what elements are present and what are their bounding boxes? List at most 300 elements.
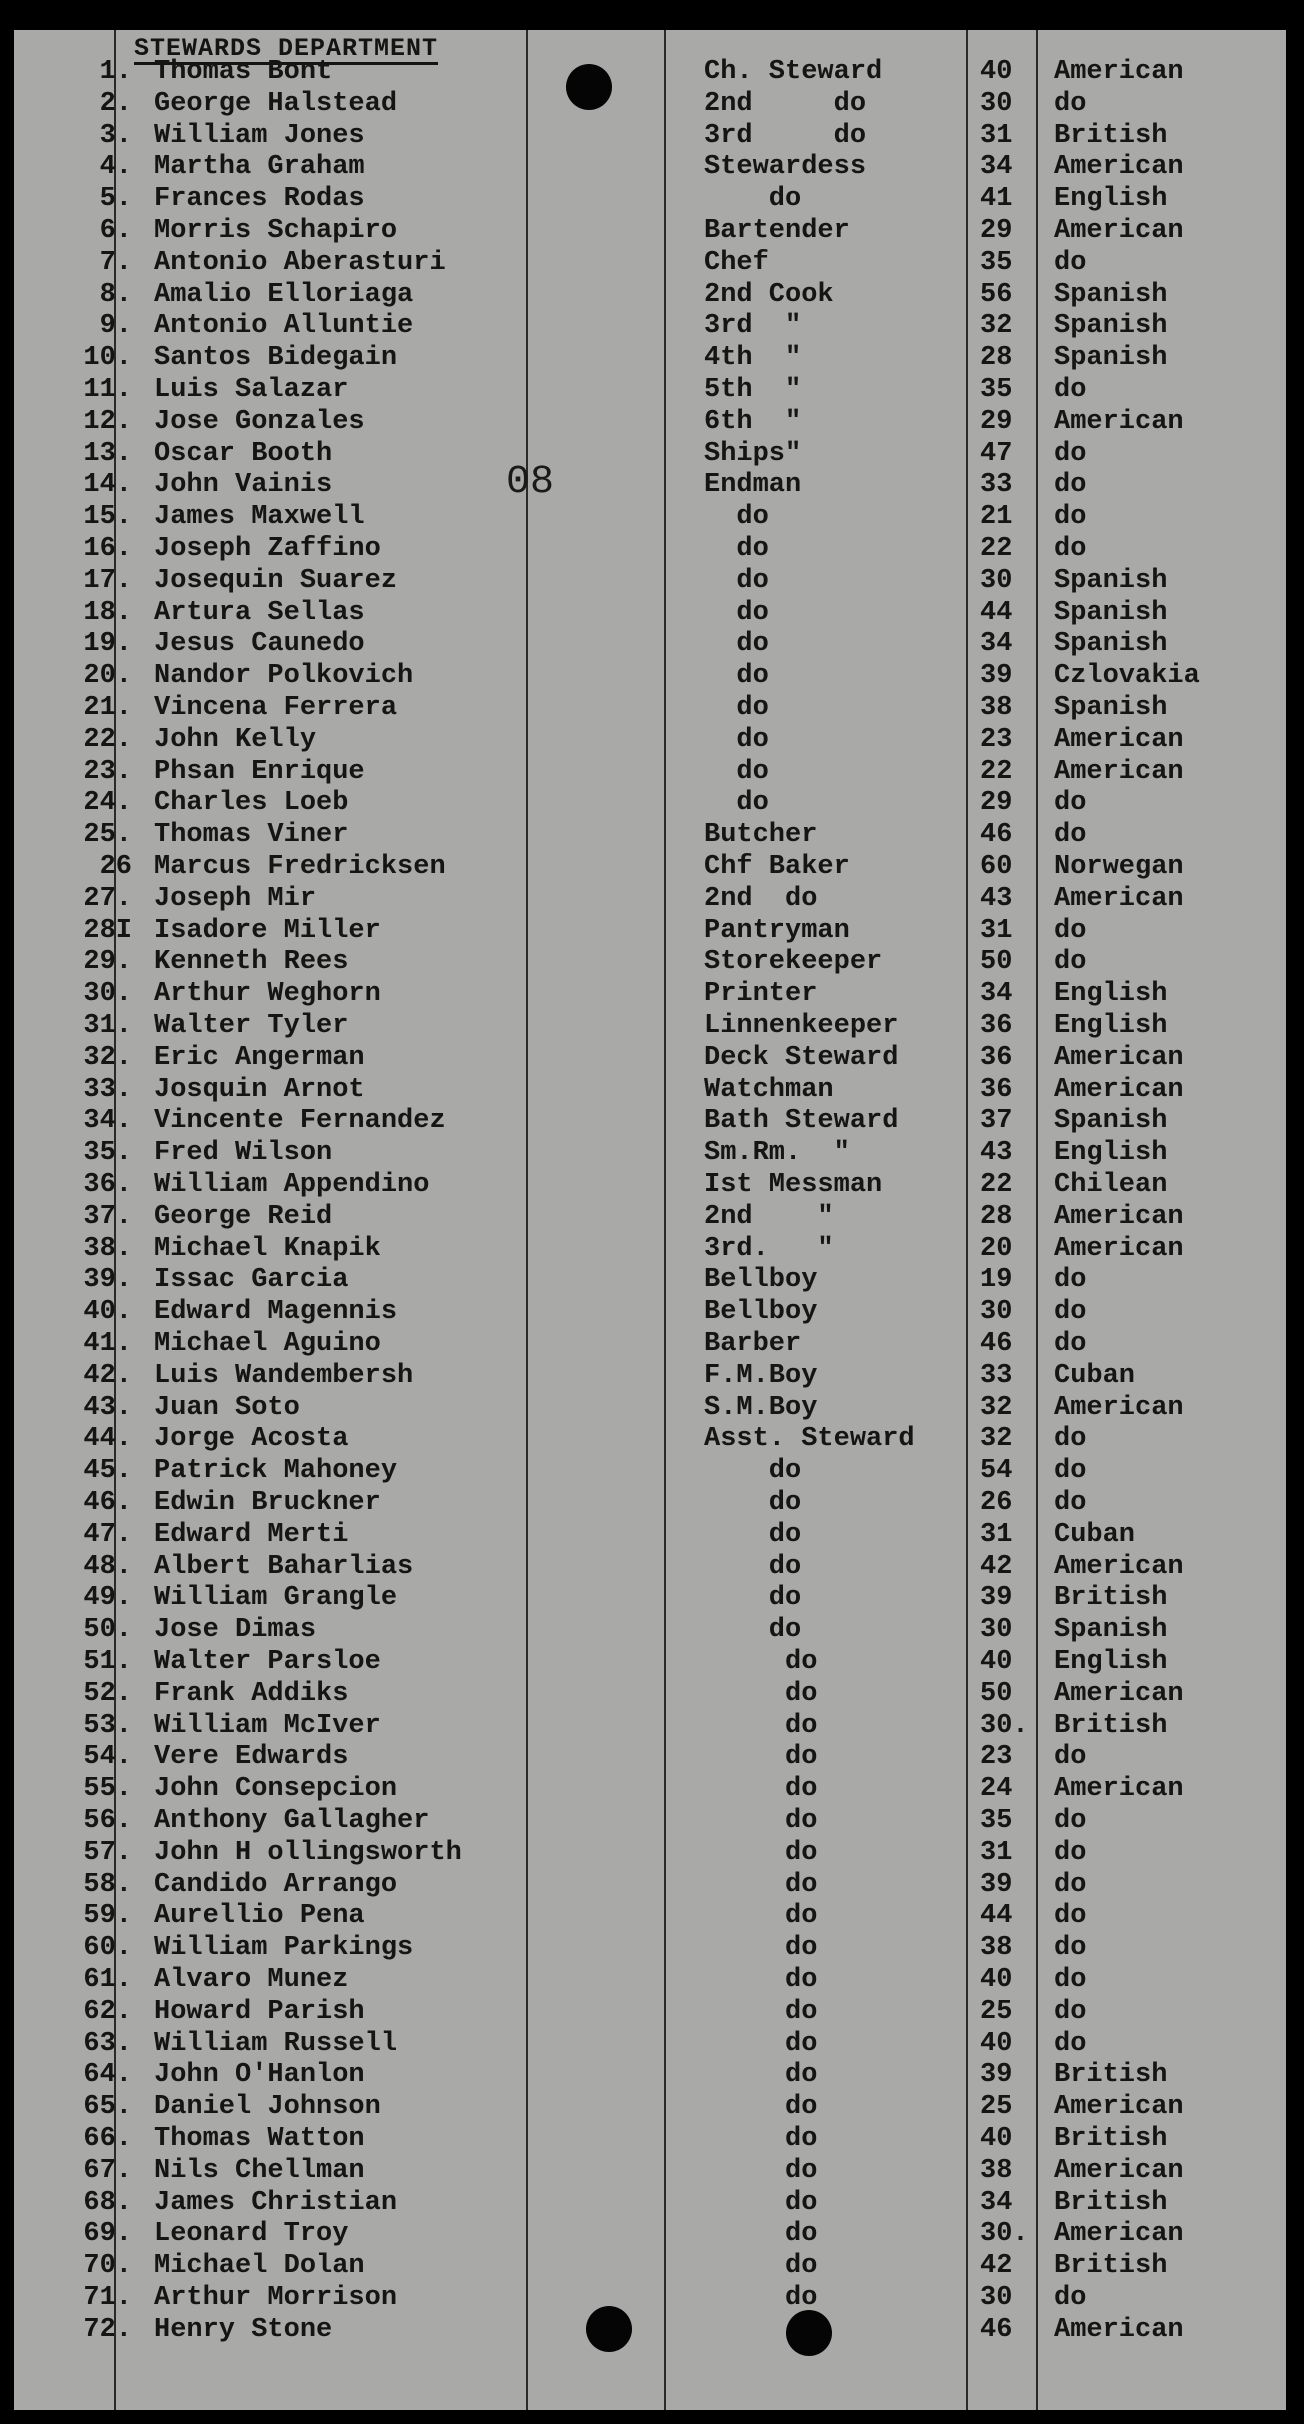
table-row [14, 56, 1286, 88]
crew-nationality: Spanish [1054, 311, 1168, 342]
row-number: 66. [83, 2124, 132, 2154]
crew-nationality: Spanish [1054, 1106, 1168, 1137]
table-row [14, 2155, 1286, 2187]
table-row [14, 1360, 1286, 1392]
table-row [14, 183, 1286, 215]
table-row [14, 2250, 1286, 2282]
crew-position: Ships" [704, 438, 802, 469]
crew-nationality: English [1054, 979, 1168, 1010]
crew-nationality: Norwegan [1054, 852, 1184, 882]
crew-position: Chf Baker [704, 852, 850, 882]
row-number: 62. [83, 1996, 132, 2027]
table-row [14, 342, 1286, 374]
crew-name: Alvaro Munez [154, 1965, 349, 1995]
crew-name: William McIver [154, 1710, 381, 1741]
crew-position: do [704, 629, 769, 660]
crew-name: Howard Parish [154, 1996, 365, 2027]
table-row [14, 501, 1286, 533]
crew-nationality: do [1054, 820, 1087, 851]
row-number: 25. [83, 820, 132, 851]
crew-position: Watchman [704, 1074, 834, 1105]
row-number: 38. [83, 1233, 132, 1264]
row-number: 39. [83, 1265, 132, 1296]
table-row [14, 1869, 1286, 1901]
crew-age: 32 [980, 1424, 1013, 1455]
crew-age: 20 [980, 1233, 1013, 1264]
crew-position: do [704, 2092, 818, 2123]
crew-nationality: Spanish [1054, 565, 1168, 596]
row-number: 65. [83, 2092, 132, 2123]
crew-nationality: do [1054, 1265, 1087, 1296]
crew-name: George Halstead [154, 88, 398, 119]
crew-name: Frances Rodas [154, 184, 365, 215]
crew-position: do [704, 2028, 818, 2059]
row-number: 12. [83, 406, 132, 437]
page-stamp: 08 [506, 460, 555, 505]
crew-position: do [704, 502, 769, 533]
table-row [14, 1233, 1286, 1265]
row-number: 44. [83, 1424, 132, 1455]
crew-nationality: British [1054, 2060, 1168, 2091]
crew-age: 39 [980, 1869, 1013, 1900]
table-row [14, 1741, 1286, 1773]
table-row [14, 1773, 1286, 1805]
crew-nationality: British [1054, 2251, 1168, 2282]
table-row [14, 406, 1286, 438]
crew-nationality: British [1054, 1710, 1168, 1741]
row-number: 37. [83, 1201, 132, 1232]
crew-name: Edward Merti [154, 1519, 349, 1550]
crew-nationality: Spanish [1054, 1615, 1168, 1646]
crew-position: Bath Steward [704, 1106, 899, 1137]
table-row [14, 1551, 1286, 1583]
crew-nationality: British [1054, 1583, 1168, 1614]
row-number: 21. [83, 693, 132, 723]
crew-position: 2nd Cook [704, 279, 834, 310]
crew-nationality: American [1054, 724, 1184, 755]
crew-name: Frank Addiks [154, 1678, 349, 1709]
crew-nationality: do [1054, 502, 1087, 533]
crew-age: 30 [980, 1297, 1013, 1328]
crew-nationality: American [1054, 406, 1184, 437]
crew-position: Bellboy [704, 1297, 818, 1328]
crew-position: do [704, 1678, 818, 1709]
crew-age: 35 [980, 1806, 1013, 1836]
crew-nationality: do [1054, 1933, 1087, 1964]
row-number: 46. [83, 1488, 132, 1518]
row-number: 51. [83, 1647, 132, 1677]
table-row [14, 2123, 1286, 2155]
crew-nationality: do [1054, 947, 1087, 978]
crew-age: 38 [980, 693, 1013, 723]
crew-age: 34 [980, 629, 1013, 660]
table-row [14, 628, 1286, 660]
crew-name: Edward Magennis [154, 1297, 398, 1328]
crew-nationality: do [1054, 2028, 1087, 2059]
row-number: 40. [83, 1297, 132, 1328]
crew-age: 21 [980, 502, 1013, 533]
row-number: 29. [83, 947, 132, 978]
table-row [14, 946, 1286, 978]
crew-age: 30 [980, 1615, 1013, 1646]
crew-age: 43 [980, 883, 1013, 914]
crew-nationality: English [1054, 184, 1168, 215]
crew-name: Leonard Troy [154, 2219, 349, 2250]
crew-position: 2nd do [704, 88, 867, 119]
crew-age: 33 [980, 1360, 1013, 1391]
crew-name: Albert Baharlias [154, 1551, 414, 1582]
crew-name: Antonio Alluntie [154, 311, 414, 342]
table-row [14, 120, 1286, 152]
crew-position: do [704, 1901, 818, 1932]
row-number: 58. [83, 1869, 132, 1900]
table-row [14, 787, 1286, 819]
crew-name: Walter Tyler [154, 1011, 349, 1041]
table-row [14, 1169, 1286, 1201]
row-number: 18. [83, 597, 132, 628]
crew-age: 37 [980, 1106, 1013, 1137]
crew-position: 3rd. " [704, 1233, 834, 1264]
crew-name: Josequin Suarez [154, 565, 398, 596]
crew-age: 46 [980, 1329, 1013, 1359]
row-number: 3. [99, 120, 132, 151]
crew-name: George Reid [154, 1201, 333, 1232]
table-row [14, 1201, 1286, 1233]
crew-nationality: American [1054, 2314, 1184, 2345]
table-row [14, 438, 1286, 470]
row-number: 4. [99, 152, 132, 183]
crew-nationality: do [1054, 88, 1087, 119]
crew-name: James Christian [154, 2187, 398, 2218]
crew-nationality: do [1054, 1297, 1087, 1328]
row-number: 15. [83, 502, 132, 533]
crew-nationality: Spanish [1054, 693, 1168, 723]
crew-nationality: do [1054, 1424, 1087, 1455]
row-number: 42. [83, 1360, 132, 1391]
table-row [14, 1932, 1286, 1964]
table-row [14, 1996, 1286, 2028]
crew-nationality: Spanish [1054, 279, 1168, 310]
table-row [14, 819, 1286, 851]
crew-age: 35 [980, 375, 1013, 405]
crew-name: Arthur Morrison [154, 2283, 398, 2313]
crew-age: 28 [980, 343, 1013, 374]
crew-age: 29 [980, 406, 1013, 437]
row-number: 72. [83, 2314, 132, 2345]
crew-name: Thomas Bont [154, 57, 333, 87]
crew-age: 23 [980, 724, 1013, 755]
crew-nationality: American [1054, 2219, 1184, 2250]
crew-age: 42 [980, 2251, 1013, 2282]
table-row [14, 2028, 1286, 2060]
crew-age: 34 [980, 2187, 1013, 2218]
crew-nationality: do [1054, 2283, 1087, 2313]
table-row [14, 1010, 1286, 1042]
crew-nationality: American [1054, 1774, 1184, 1805]
crew-position: Deck Steward [704, 1042, 899, 1073]
crew-nationality: American [1054, 756, 1184, 787]
table-row [14, 1042, 1286, 1074]
crew-name: Joseph Zaffino [154, 534, 381, 564]
row-number: 56. [83, 1806, 132, 1836]
crew-position: do [704, 1615, 802, 1646]
crew-nationality: American [1054, 2092, 1184, 2123]
crew-nationality: do [1054, 788, 1087, 819]
table-row [14, 1582, 1286, 1614]
crew-position: Endman [704, 470, 802, 501]
crew-name: Nils Chellman [154, 2155, 365, 2186]
table-row [14, 374, 1286, 406]
crew-age: 22 [980, 756, 1013, 787]
crew-position: 5th " [704, 375, 802, 405]
crew-age: 43 [980, 1138, 1013, 1169]
crew-age: 25 [980, 1996, 1013, 2027]
crew-position: 2nd " [704, 1201, 834, 1232]
crew-position: 3rd " [704, 311, 802, 342]
crew-name: Antonio Aberasturi [154, 247, 446, 278]
row-number: 45. [83, 1456, 132, 1487]
row-number: 34. [83, 1106, 132, 1137]
crew-age: 30 [980, 88, 1013, 119]
row-number: 55. [83, 1774, 132, 1805]
crew-age: 34 [980, 979, 1013, 1010]
table-row [14, 1805, 1286, 1837]
row-number: 27. [83, 883, 132, 914]
row-number: 50. [83, 1615, 132, 1646]
crew-name: Artura Sellas [154, 597, 365, 628]
table-row [14, 1837, 1286, 1869]
crew-nationality: do [1054, 247, 1087, 278]
crew-nationality: do [1054, 1742, 1087, 1773]
crew-nationality: American [1054, 1233, 1184, 1264]
crew-position: do [704, 2124, 818, 2154]
crew-position: Printer [704, 979, 818, 1010]
row-number: 19. [83, 629, 132, 660]
crew-name: William Grangle [154, 1583, 398, 1614]
row-number: 69. [83, 2219, 132, 2250]
row-number: 32. [83, 1042, 132, 1073]
crew-age: 26 [980, 1488, 1013, 1518]
table-row [14, 151, 1286, 183]
crew-position: 2nd do [704, 883, 818, 914]
row-number: 64. [83, 2060, 132, 2091]
crew-position: do [704, 1742, 818, 1773]
table-row [14, 1264, 1286, 1296]
crew-age: 30. [980, 2219, 1029, 2250]
crew-age: 38 [980, 2155, 1013, 2186]
table-row [14, 851, 1286, 883]
table-row [14, 2187, 1286, 2219]
row-number: 47. [83, 1519, 132, 1550]
row-number: 59. [83, 1901, 132, 1932]
crew-name: Michael Aguino [154, 1329, 381, 1359]
table-row [14, 1519, 1286, 1551]
crew-position: 6th " [704, 406, 802, 437]
department-heading: STEWARDS DEPARTMENT [134, 34, 439, 63]
crew-nationality: do [1054, 438, 1087, 469]
crew-name: Morris Schapiro [154, 216, 398, 246]
crew-nationality: do [1054, 1837, 1087, 1868]
crew-position: do [704, 1933, 818, 1964]
row-number: 61. [83, 1965, 132, 1995]
row-number: 49. [83, 1583, 132, 1614]
table-row [14, 88, 1286, 120]
table-row [14, 692, 1286, 724]
crew-age: 39 [980, 661, 1013, 692]
crew-position: Bartender [704, 216, 850, 246]
row-number: 26 [99, 852, 132, 882]
table-row [14, 2282, 1286, 2314]
crew-nationality: English [1054, 1138, 1168, 1169]
crew-position: do [704, 2060, 818, 2091]
row-number: 2. [99, 88, 132, 119]
crew-position: Storekeeper [704, 947, 883, 978]
crew-age: 33 [980, 470, 1013, 501]
crew-nationality: do [1054, 915, 1087, 946]
crew-position: S.M.Boy [704, 1392, 818, 1423]
crew-position: do [704, 724, 769, 755]
row-number: 43. [83, 1392, 132, 1423]
table-row [14, 1392, 1286, 1424]
row-number: 13. [83, 438, 132, 469]
crew-nationality: Chilean [1054, 1170, 1168, 1200]
crew-age: 40 [980, 2028, 1013, 2059]
table-row [14, 310, 1286, 342]
crew-name: Daniel Johnson [154, 2092, 381, 2123]
crew-position: Linnenkeeper [704, 1011, 899, 1041]
crew-name: Walter Parsloe [154, 1647, 381, 1677]
crew-age: 31 [980, 1519, 1013, 1550]
table-row [14, 756, 1286, 788]
crew-name: John Vainis [154, 470, 333, 501]
table-row [14, 883, 1286, 915]
row-number: 31. [83, 1011, 132, 1041]
crew-name: Jose Dimas [154, 1615, 317, 1646]
crew-name: William Parkings [154, 1933, 414, 1964]
row-number: 28I [83, 915, 132, 946]
crew-nationality: do [1054, 1996, 1087, 2027]
table-row [14, 1614, 1286, 1646]
crew-nationality: British [1054, 120, 1168, 151]
crew-name: William Appendino [154, 1170, 430, 1200]
table-row [14, 1296, 1286, 1328]
crew-position: do [704, 1551, 802, 1582]
crew-position: do [704, 693, 769, 723]
table-row [14, 660, 1286, 692]
table-row [14, 1487, 1286, 1519]
row-number: 54. [83, 1742, 132, 1773]
crew-nationality: American [1054, 1392, 1184, 1423]
crew-position: Ch. Steward [704, 57, 883, 87]
crew-position: Barber [704, 1329, 802, 1359]
crew-age: 23 [980, 1742, 1013, 1773]
crew-name: Henry Stone [154, 2314, 333, 2345]
table-row [14, 469, 1286, 501]
row-number: 67. [83, 2155, 132, 2186]
crew-age: 40 [980, 1647, 1013, 1677]
crew-name: Edwin Bruckner [154, 1488, 381, 1518]
table-row [14, 565, 1286, 597]
row-number: 70. [83, 2251, 132, 2282]
crew-position: do [704, 1996, 818, 2027]
crew-position: do [704, 534, 769, 564]
crew-name: Oscar Booth [154, 438, 333, 469]
crew-position: Ist Messman [704, 1170, 883, 1200]
crew-age: 40 [980, 57, 1013, 87]
table-row [14, 1423, 1286, 1455]
crew-age: 31 [980, 1837, 1013, 1868]
crew-nationality: British [1054, 2187, 1168, 2218]
row-number: 23. [83, 756, 132, 787]
crew-nationality: do [1054, 534, 1087, 564]
row-number: 17. [83, 565, 132, 596]
row-number: 35. [83, 1138, 132, 1169]
crew-position: do [704, 184, 802, 215]
crew-age: 36 [980, 1011, 1013, 1041]
crew-age: 50 [980, 947, 1013, 978]
crew-name: Marcus Fredricksen [154, 852, 446, 882]
table-row [14, 978, 1286, 1010]
crew-position: F.M.Boy [704, 1360, 818, 1391]
crew-age: 56 [980, 279, 1013, 310]
crew-nationality: Spanish [1054, 343, 1168, 374]
crew-position: Stewardess [704, 152, 867, 183]
crew-position: do [704, 1488, 802, 1518]
crew-age: 22 [980, 534, 1013, 564]
crew-nationality: Spanish [1054, 597, 1168, 628]
crew-age: 30 [980, 565, 1013, 596]
row-number: 52. [83, 1678, 132, 1709]
crew-name: Charles Loeb [154, 788, 349, 819]
row-number: 68. [83, 2187, 132, 2218]
crew-name: Joseph Mir [154, 883, 317, 914]
crew-age: 36 [980, 1074, 1013, 1105]
row-number: 14. [83, 470, 132, 501]
crew-name: Michael Dolan [154, 2251, 365, 2282]
crew-name: Vincente Fernandez [154, 1106, 446, 1137]
crew-position: do [704, 661, 769, 692]
crew-name: James Maxwell [154, 502, 365, 533]
crew-age: 31 [980, 915, 1013, 946]
crew-nationality: English [1054, 1647, 1168, 1677]
crew-position: do [704, 1647, 818, 1677]
table-row [14, 1900, 1286, 1932]
crew-name: Vere Edwards [154, 1742, 349, 1773]
table-row [14, 247, 1286, 279]
crew-position: do [704, 1774, 818, 1805]
crew-nationality: do [1054, 1329, 1087, 1359]
table-row [14, 724, 1286, 756]
crew-age: 60 [980, 852, 1013, 882]
crew-position: do [704, 1837, 818, 1868]
crew-age: 39 [980, 2060, 1013, 2091]
crew-nationality: do [1054, 1456, 1087, 1487]
row-number: 20. [83, 661, 132, 692]
crew-nationality: American [1054, 152, 1184, 183]
crew-nationality: do [1054, 1806, 1087, 1836]
row-number: 24. [83, 788, 132, 819]
row-number: 63. [83, 2028, 132, 2059]
crew-name: Amalio Elloriaga [154, 279, 414, 310]
crew-position: Pantryman [704, 915, 850, 946]
crew-name: William Russell [154, 2028, 398, 2059]
table-row [14, 915, 1286, 947]
crew-name: Martha Graham [154, 152, 365, 183]
row-number: 22. [83, 724, 132, 755]
row-number: 36. [83, 1170, 132, 1200]
crew-name: Arthur Weghorn [154, 979, 381, 1010]
crew-nationality: British [1054, 2124, 1168, 2154]
